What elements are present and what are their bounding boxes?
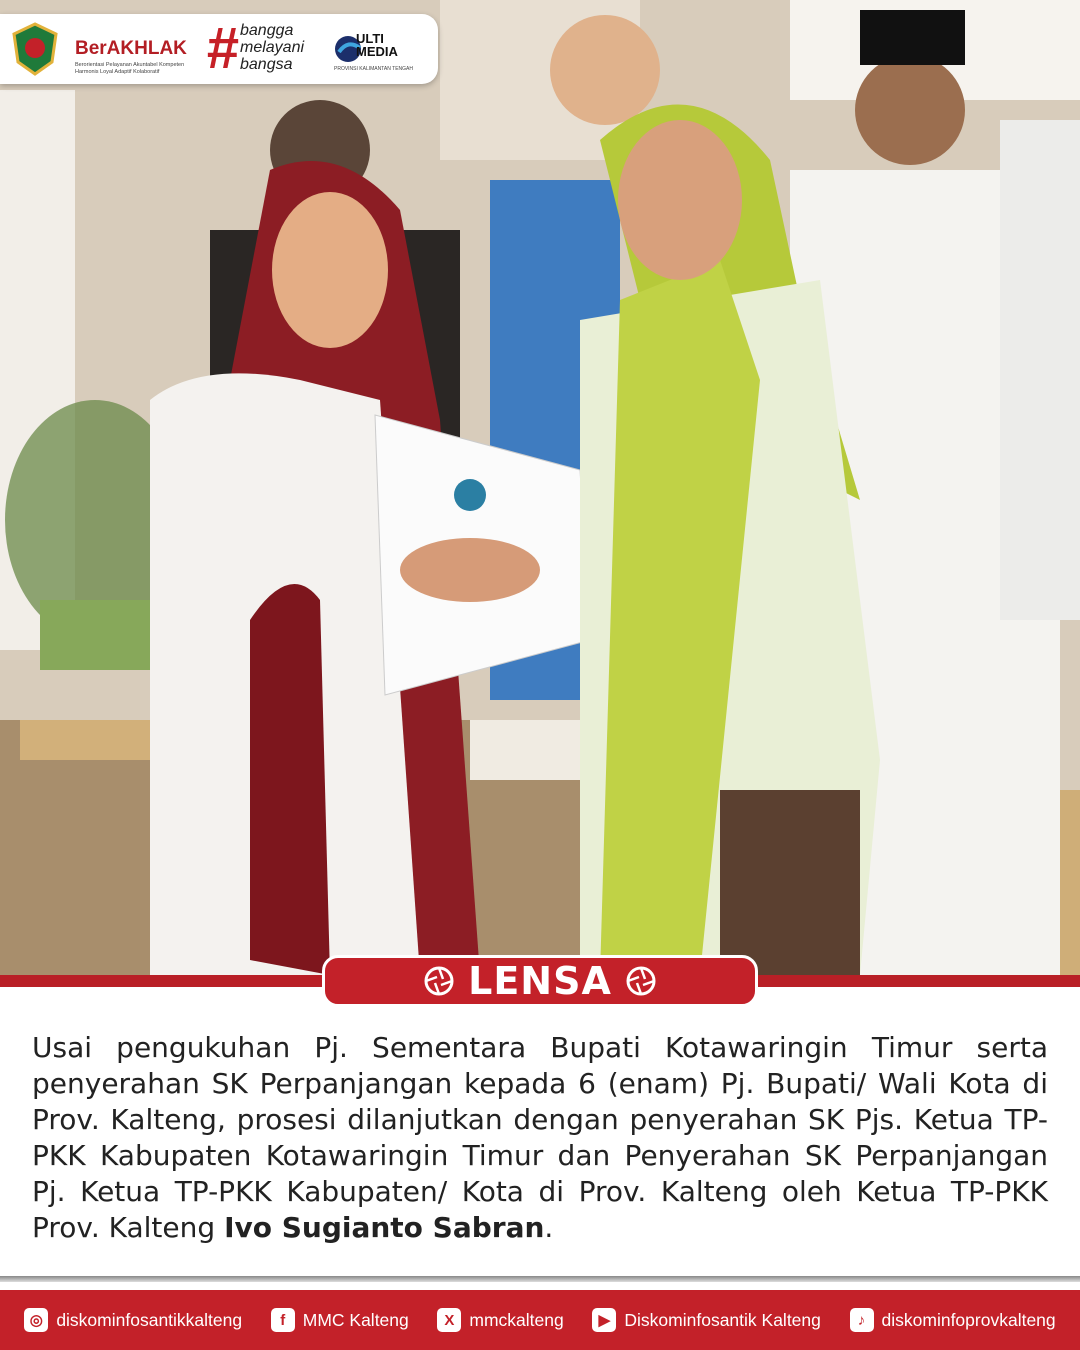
instagram-icon: ◎ xyxy=(24,1308,48,1332)
berakhlak-logo: BerAKHLAK xyxy=(75,38,187,59)
facebook-icon: f xyxy=(271,1308,295,1332)
header-logo-bar xyxy=(0,14,438,84)
youtube-icon: ▶ xyxy=(592,1308,616,1332)
bangga-melayani-bangsa-logo: bangga melayani bangsa xyxy=(240,22,305,73)
x-link[interactable]: X mmckalteng xyxy=(437,1308,563,1332)
footer-divider xyxy=(0,1276,1080,1282)
camera-aperture-icon xyxy=(424,966,454,996)
tiktok-link[interactable]: ♪ diskominfoprovkalteng xyxy=(850,1308,1056,1332)
hashtag-logo: # xyxy=(206,16,239,81)
lensa-banner xyxy=(322,955,758,1007)
camera-aperture-icon xyxy=(626,966,656,996)
banner-title: LENSA xyxy=(468,959,612,1003)
x-icon: X xyxy=(437,1308,461,1332)
multimedia-center-logo: ULTI MEDIA xyxy=(356,31,398,59)
youtube-link[interactable]: ▶ Diskominfosantik Kalteng xyxy=(592,1308,820,1332)
caption-name: Ivo Sugianto Sabran xyxy=(224,1211,545,1244)
tiktok-icon: ♪ xyxy=(850,1308,874,1332)
instagram-link[interactable]: ◎ diskominfosantikkalteng xyxy=(24,1308,242,1332)
kalteng-seal-icon xyxy=(12,22,58,76)
berakhlak-tagline: Berorientasi Pelayanan Akuntabel Kompeten Harmonis Loyal Adaptif Kolaboratif xyxy=(75,62,185,75)
caption-text: Usai pengukuhan Pj. Sementara Bupati Kotawaringin Timur serta penyerahan SK Perpanjangan kepada 6 (enam) Pj. Bupati/ Wali Kota di Prov. Kalteng, prosesi dilanjutkan dengan penyerahan SK Pjs. Ketua TP-PKK Kabupaten Kotawaringin Timur dan Penyerahan SK Perpanjangan Pj. Ketua TP-PKK Kabupaten/ Kota di Prov. Kalteng oleh Ketua TP-PKK Prov. Kalteng Ivo Sugianto Sabran. xyxy=(32,1031,1048,1244)
social-footer xyxy=(0,1290,1080,1350)
multimedia-center-subtitle: PROVINSI KALIMANTAN TENGAH xyxy=(334,66,413,72)
facebook-link[interactable]: f MMC Kalteng xyxy=(271,1308,409,1332)
